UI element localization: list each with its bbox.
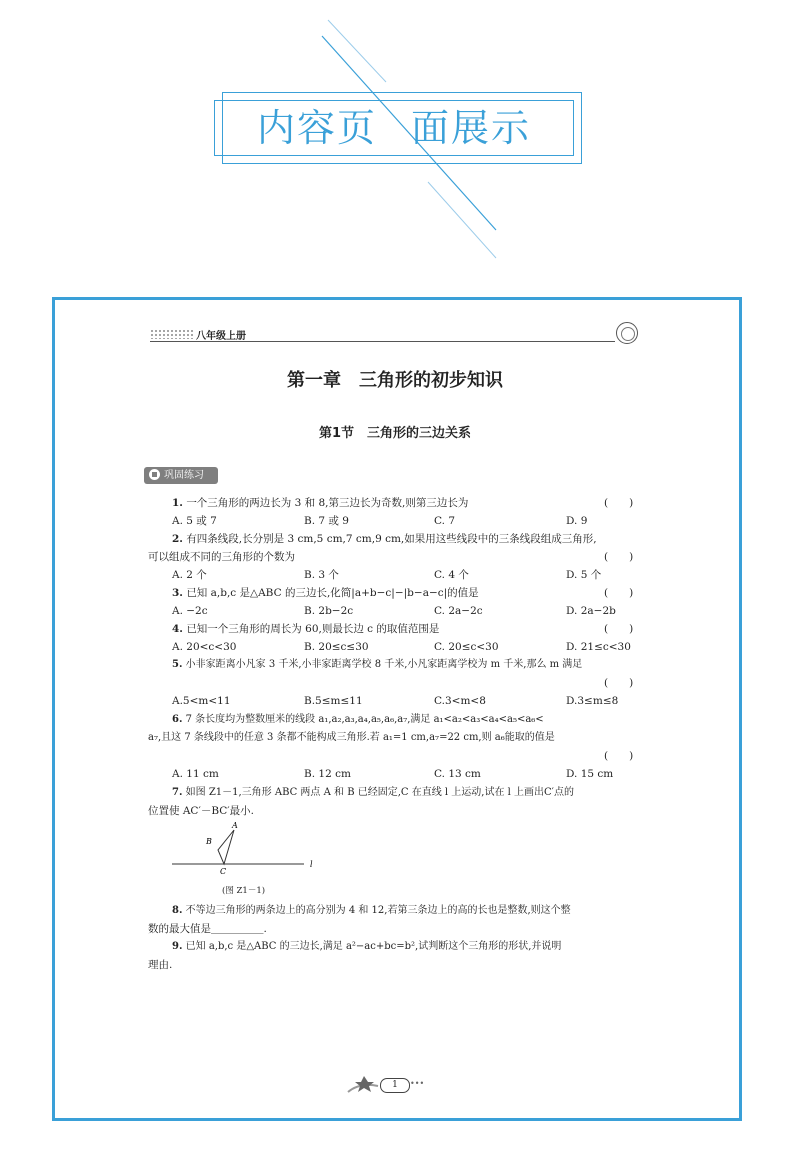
practice-badge-icon [149,469,160,480]
option: B. 20≤c≤30 [304,641,369,653]
option: D.3≤m≤8 [566,695,619,707]
option: B. 7 或 9 [304,515,349,527]
option: C. 20≤c<30 [434,641,499,653]
practice-badge-label: 巩固练习 [164,470,204,481]
option: C.3<m<8 [434,695,486,707]
label-b: B [206,837,212,846]
option: C. 13 cm [434,768,481,780]
question-3: 3. 已知 a,b,c 是△ABC 的三边长,化简|a+b−c|−|b−a−c|的值是 [172,587,479,599]
option: C. 4 个 [434,569,469,581]
page-preview-frame [52,297,742,1121]
running-head-label: 八年级上册 [196,331,246,342]
option: D. 15 cm [566,768,614,780]
seal-icon [616,322,638,344]
option: A. 5 或 7 [172,515,217,527]
label-l: l [310,860,313,869]
option: D. 9 [566,515,588,527]
question-4: 4. 已知一个三角形的周长为 60,则最长边 c 的取值范围是 [172,623,440,635]
question-5: 5. 小非家距离小凡家 3 千米,小非家距离学校 8 千米,小凡家距离学校为 m 千米,那么 m 满足 [172,659,583,670]
banner-title [214,104,574,152]
question-8: 8. 不等边三角形的两条边上的高分别为 4 和 12,若第三条边上的高的长也是整数,则这个整 [172,905,571,916]
running-head [150,326,640,344]
option: A.5<m<11 [172,695,231,707]
option: A. 20<c<30 [172,641,237,653]
running-head-rule [150,341,615,342]
running-head-dots [150,329,194,339]
answer-blank: ( ) [604,677,634,689]
option: D. 5 个 [566,569,602,581]
footer-ornament-icon [346,1072,380,1096]
option: C. 2a−2c [434,605,483,617]
question-6: 6. 7 条长度均为整数厘米的线段 a₁,a₂,a₃,a₄,a₅,a₆,a₇,满足 a₁<a₂<a₃<a₄<a₅<a₆< [172,714,544,725]
question-9: 9. 已知 a,b,c 是△ABC 的三边长,满足 a²−ac+bc=b²,试判断这个三角形的形状,并说明 [172,941,562,952]
section-title: 第1节 三角形的三边关系 [318,426,472,441]
question-7-cont: 位置使 AC′－BC′最小. [148,805,255,817]
option: A. 2 个 [172,569,207,581]
option: C. 7 [434,515,456,527]
practice-badge [144,467,218,484]
figure-triangle [168,818,328,880]
answer-blank: ( ) [604,587,634,599]
question-9-cont: 理由. [148,959,173,971]
banner-title-left: 内容页 [256,106,377,150]
question-6-cont: a₇,且这 7 条线段中的任意 3 条都不能构成三角形.若 a₁=1 cm,a₇=22 cm,则 a₆能取的值是 [148,732,555,743]
question-2-cont: 可以组成不同的三角形的个数为 [148,551,295,563]
option: D. 2a−2b [566,605,616,617]
option: B. 3 个 [304,569,339,581]
option: B. 2b−2c [304,605,354,617]
option: D. 21≤c<30 [566,641,631,653]
label-c: C [220,867,227,876]
chapter-title: 第一章 三角形的初步知识 [287,370,503,391]
triangle-abc [218,830,234,864]
answer-blank: ( ) [604,497,634,509]
question-7: 7. 如图 Z1－1,三角形 ABC 两点 A 和 B 已经固定,C 在直线 l 上运动,试在 l 上画出C′点的 [172,787,574,798]
label-a: A [232,821,238,830]
option: B. 12 cm [304,768,351,780]
answer-blank: ( ) [604,623,634,635]
page-number: 1 [380,1078,410,1093]
option: B.5≤m≤11 [304,695,363,707]
answer-blank: ( ) [604,750,634,762]
option: A. −2c [172,605,208,617]
figure-caption: (图 Z1－1) [222,886,266,896]
footer-dots-icon: ••• [410,1079,425,1088]
option: A. 11 cm [172,768,219,780]
answer-blank: ( ) [604,551,634,563]
question-1: 1. 一个三角形的两边长为 3 和 8,第三边长为奇数,则第三边长为 [172,497,469,509]
banner-title-right: 面展示 [411,106,532,150]
question-8-cont: 数的最大值是＿＿＿＿＿. [148,923,267,935]
question-2: 2. 有四条线段,长分别是 3 cm,5 cm,7 cm,9 cm,如果用这些线段中的三条线段组成三角形, [172,533,597,545]
